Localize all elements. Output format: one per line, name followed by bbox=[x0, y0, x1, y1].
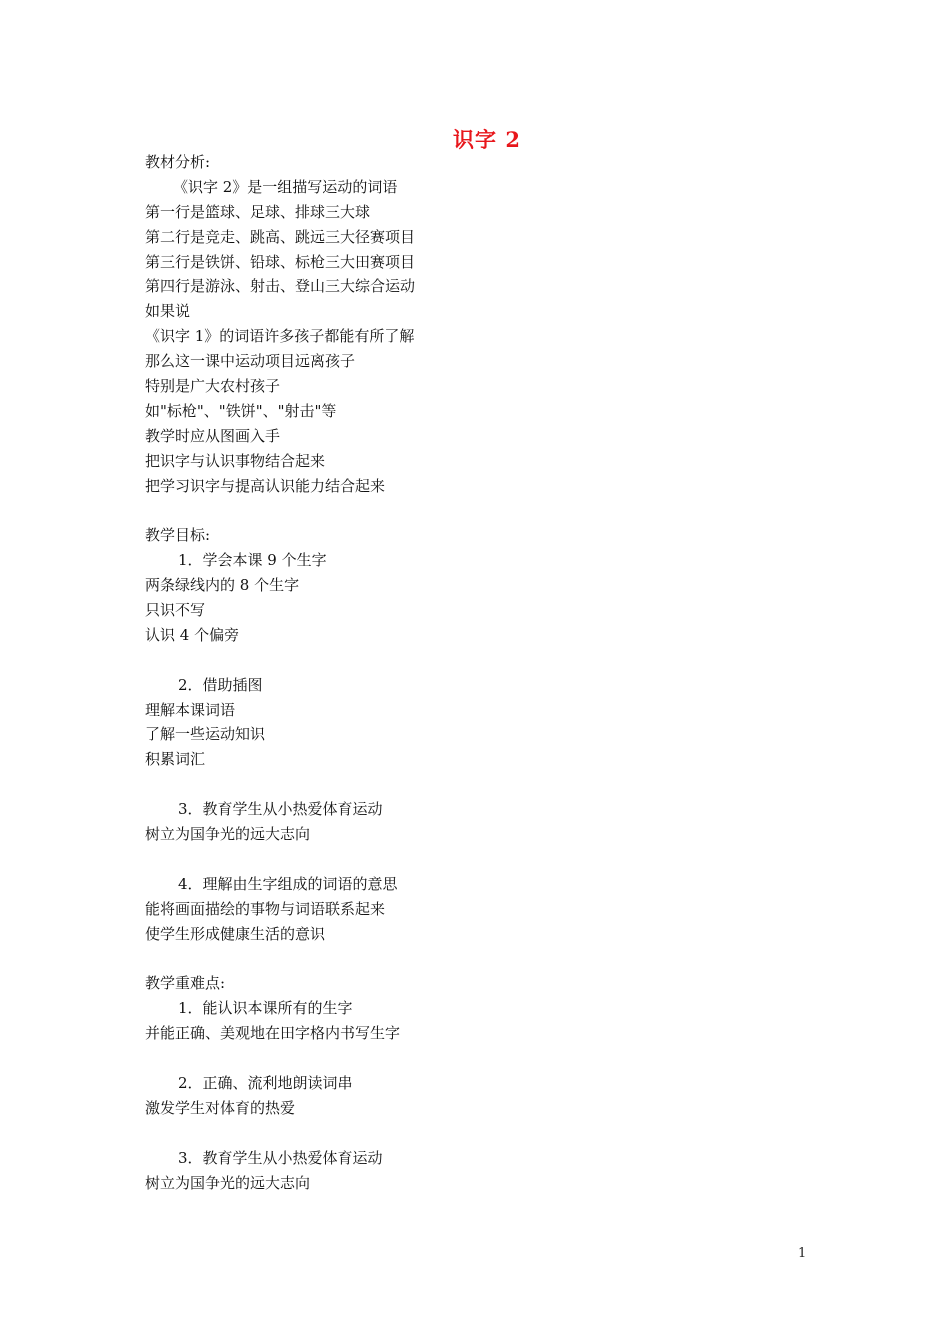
analysis-line: 第四行是游泳、射击、登山三大综合运动 bbox=[145, 277, 416, 296]
section-heading-goals: 教学目标: bbox=[145, 526, 211, 545]
spacer bbox=[145, 1121, 825, 1146]
spacer bbox=[145, 498, 825, 523]
goal-item-line: 了解一些运动知识 bbox=[145, 725, 266, 744]
section-heading-difficulties: 教学重难点: bbox=[145, 974, 226, 993]
analysis-line: 第一行是篮球、足球、排球三大球 bbox=[145, 202, 371, 221]
goal-item-line: 两条绿线内的 8 个生字 bbox=[145, 576, 300, 595]
analysis-line: 第三行是铁饼、铅球、标枪三大田赛项目 bbox=[145, 252, 416, 271]
analysis-line: 那么这一课中运动项目远离孩子 bbox=[145, 352, 356, 371]
analysis-line: 《识字 2》是一组描写运动的词语 bbox=[173, 177, 398, 196]
analysis-line: 第二行是竞走、跳高、跳远三大径赛项目 bbox=[145, 227, 416, 246]
goal-item-line: 树立为国争光的远大志向 bbox=[145, 825, 311, 844]
goal-item-line: 使学生形成健康生活的意识 bbox=[145, 924, 326, 943]
difficulty-item-first-line: 1．能认识本课所有的生字 bbox=[178, 999, 353, 1018]
goal-item-first-line: 2．借助插图 bbox=[178, 675, 263, 694]
page-number: 1 bbox=[798, 1246, 807, 1261]
spacer bbox=[145, 772, 825, 797]
analysis-line: 教学时应从图画入手 bbox=[145, 426, 281, 445]
analysis-line: 《识字 1》的词语许多孩子都能有所了解 bbox=[145, 327, 415, 346]
spacer bbox=[145, 1046, 825, 1071]
section-heading-analysis: 教材分析: bbox=[145, 153, 211, 171]
difficulty-item-first-line: 3．教育学生从小热爱体育运动 bbox=[178, 1148, 383, 1167]
analysis-line: 特别是广大农村孩子 bbox=[145, 377, 281, 396]
goal-item-line: 理解本课词语 bbox=[145, 700, 236, 719]
goal-item-first-line: 1．学会本课 9 个生字 bbox=[178, 551, 327, 570]
spacer bbox=[145, 648, 825, 673]
spacer bbox=[145, 947, 825, 972]
goal-item-first-line: 4．理解由生字组成的词语的意思 bbox=[178, 874, 398, 893]
document-body bbox=[145, 150, 825, 1195]
document-title: 识字 2 bbox=[453, 127, 521, 152]
goal-item-line: 能将画面描绘的事物与词语联系起来 bbox=[145, 899, 386, 918]
analysis-line: 把学习识字与提高认识能力结合起来 bbox=[145, 476, 386, 495]
analysis-line: 把识字与认识事物结合起来 bbox=[145, 451, 326, 470]
spacer bbox=[145, 847, 825, 872]
difficulty-item-line: 并能正确、美观地在田字格内书写生字 bbox=[145, 1024, 401, 1043]
goal-item-first-line: 3．教育学生从小热爱体育运动 bbox=[178, 800, 383, 819]
goal-item-line: 只识不写 bbox=[145, 601, 206, 620]
difficulty-item-first-line: 2．正确、流利地朗读词串 bbox=[178, 1073, 353, 1092]
analysis-line: 如"标枪"、"铁饼"、"射击"等 bbox=[145, 401, 337, 420]
goal-item-line: 认识 4 个偏旁 bbox=[145, 625, 240, 644]
difficulty-item-line: 树立为国争光的远大志向 bbox=[145, 1173, 311, 1192]
goal-item-line: 积累词汇 bbox=[145, 750, 206, 769]
analysis-line: 如果说 bbox=[145, 302, 191, 321]
difficulty-item-line: 激发学生对体育的热爱 bbox=[145, 1098, 296, 1117]
